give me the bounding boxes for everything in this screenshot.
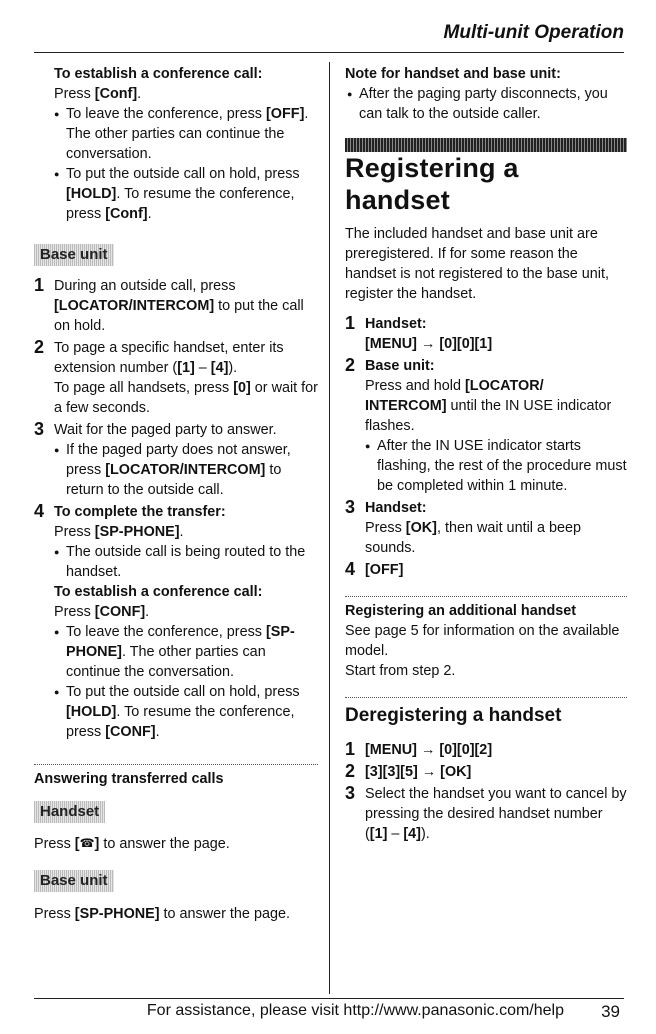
base-unit-tag: Base unit <box>34 870 114 892</box>
text: To put the outside call on hold, press <box>66 166 300 182</box>
key-label: [SP-PHONE] <box>74 906 160 922</box>
text: The outside call is being routed to the handset. <box>66 544 306 580</box>
key-label: [ <box>74 836 80 852</box>
text: . To resume the conference, press <box>66 186 295 222</box>
step-number: 3 <box>345 783 356 803</box>
reg-step-3 <box>345 498 627 558</box>
key-label: [OK] <box>405 520 437 536</box>
key-label: [LOCATOR/ INTERCOM] <box>365 378 544 414</box>
key-label: [1] <box>369 826 388 842</box>
text: Press <box>34 836 71 852</box>
step-number: 4 <box>34 501 45 521</box>
text: ). <box>420 826 430 842</box>
step-title: To complete the transfer: <box>54 504 226 520</box>
answer-handset-text <box>34 833 318 854</box>
bullet-item <box>34 104 318 164</box>
key-label: ] <box>94 836 100 852</box>
step-number: 3 <box>34 419 45 439</box>
key-label: [3][3][5] → [OK] <box>365 764 472 780</box>
step-4: 4 To complete the transfer: Press [SP-PHONE]. ● The outside call is being routed to the handset. To establish a conference call: Press [CONF]. ● To leave the conference, press [SP-PHONE]. The other parties can continue the conversation. ● To put the outside call on hold, press [HOLD]. To resume the conference, press [CONF]. <box>34 502 318 742</box>
text: Press <box>54 604 91 620</box>
step-title: Handset: <box>365 500 427 516</box>
text: or wait for a few seconds. <box>54 380 318 416</box>
footer-text: For assistance, please visit http://www.panasonic.com/help <box>146 1002 564 1019</box>
text: Wait for the paged party to answer. <box>54 422 277 438</box>
step-2 <box>34 338 318 418</box>
footer-rule <box>34 998 624 999</box>
conference-title: To establish a conference call: <box>54 66 263 82</box>
reg-step-2 <box>345 356 627 496</box>
step-title: Handset: <box>365 316 427 332</box>
text: until the IN USE indicator flashes. <box>365 398 612 434</box>
key-label: [4] <box>403 826 421 842</box>
additional-start: Start from step 2. <box>345 663 456 679</box>
step-number: 4 <box>345 559 356 579</box>
text: Press and hold <box>365 378 461 394</box>
answer-base-text <box>34 904 318 924</box>
subsection-title: Deregistering a handset <box>345 705 562 726</box>
text: To page all handsets, press <box>54 380 230 396</box>
text: Select the handset you want to cancel by pressing the desired handset number ( <box>365 786 627 842</box>
handset-tag: Handset <box>34 801 105 823</box>
bullet-item <box>54 622 318 682</box>
step-number: 2 <box>34 337 45 357</box>
text: . The other parties can continue the conversation. <box>66 644 266 680</box>
key-label: [0] <box>233 380 251 396</box>
key-label: [4] <box>210 360 229 376</box>
bullet-item: ● To put the outside call on hold, press [HOLD]. To resume the conference, press [Conf]. <box>34 164 318 224</box>
step-number: 1 <box>345 739 356 759</box>
key-label: [LOCATOR/INTERCOM] <box>54 298 215 314</box>
step-number: 2 <box>345 761 356 781</box>
dereg-step-2 <box>345 762 627 782</box>
text: to return to the outside call. <box>66 462 282 498</box>
text: To leave the conference, press <box>66 624 262 640</box>
step-number: 2 <box>345 355 356 375</box>
text: To put the outside call on hold, press <box>66 684 300 700</box>
bullet-item: ● To put the outside call on hold, press [HOLD]. To resume the conference, press [CONF]. <box>54 682 318 742</box>
text: . To resume the conference, press <box>66 704 295 740</box>
step-title: To establish a conference call: <box>54 584 263 600</box>
step-title: Base unit: <box>365 358 435 374</box>
conference-section: To establish a conference call: Press [Conf]. <box>54 66 263 102</box>
text: During an outside call, press <box>54 278 236 294</box>
header-rule <box>34 52 624 53</box>
key-label: [MENU] → [0][0][2] <box>365 742 493 758</box>
reg-step-4 <box>345 560 627 580</box>
text: , then wait until a beep sounds. <box>365 520 581 556</box>
step-3 <box>34 420 318 500</box>
bullet-item <box>54 542 318 582</box>
base-unit-tag: Base unit <box>34 244 114 266</box>
text: to answer the page. <box>103 836 230 852</box>
section-bar <box>345 138 627 152</box>
key-label: [OFF] <box>266 106 305 122</box>
answering-title: Answering transferred calls <box>34 771 224 787</box>
intro-text: The included handset and base unit are preregistered. If for some reason the handset is not registered to the base unit, register the handset. <box>345 226 609 302</box>
note-title: Note for handset and base unit: <box>345 66 561 82</box>
page-header-title: Multi-unit Operation <box>443 22 624 43</box>
step-number: 1 <box>345 313 356 333</box>
text: – <box>387 826 404 842</box>
step-number: 1 <box>34 275 45 295</box>
text: After the IN USE indicator starts flashing, the rest of the procedure must be completed within 1 minute. <box>377 438 627 494</box>
reg-step-1 <box>345 314 627 354</box>
text: Press <box>34 906 71 922</box>
dereg-step-1 <box>345 740 627 760</box>
text: If the paged party does not answer, press <box>66 442 291 478</box>
key-label: [1] <box>177 360 195 376</box>
text: to answer the page. <box>163 906 290 922</box>
text: Press <box>54 524 91 540</box>
text: – <box>194 360 211 376</box>
step-1 <box>34 276 318 336</box>
step-number: 3 <box>345 497 356 517</box>
column-divider <box>329 62 330 994</box>
key-label: [HOLD] <box>66 186 117 202</box>
key-label: [SP-PHONE] <box>66 624 295 660</box>
bullet-item <box>365 436 627 496</box>
text: ). <box>228 360 238 376</box>
text: To leave the conference, press <box>66 106 262 122</box>
key-label: [CONF] <box>105 724 156 740</box>
key-label: [CONF] <box>94 604 146 620</box>
page-number: 39 <box>601 1002 620 1021</box>
key-label: [HOLD] <box>66 704 117 720</box>
left-column <box>34 64 318 924</box>
additional-title: Registering an additional handset <box>345 603 577 619</box>
key-label: [OFF] <box>365 562 404 578</box>
text: to put the call on hold. <box>54 298 304 334</box>
additional-text: See page 5 for information on the available model. <box>345 623 620 659</box>
text: . The other parties can continue the conversation. <box>66 106 309 162</box>
key-label: [SP-PHONE] <box>94 524 180 540</box>
section-title: Registering a handset <box>345 153 519 215</box>
key-label: [LOCATOR/INTERCOM] <box>105 462 266 478</box>
dereg-step-3 <box>345 784 627 844</box>
bullet-item <box>345 84 627 124</box>
talk-handset-icon: ☎ <box>79 836 95 850</box>
text: Press <box>365 520 402 536</box>
key-label: [Conf] <box>94 86 138 102</box>
key-label: [MENU] → [0][0][1] <box>365 336 493 352</box>
bullet-item <box>54 440 318 500</box>
key-label: [Conf] <box>105 206 148 222</box>
text: Press <box>54 86 91 102</box>
text: To page a specific handset, enter its extension number ( <box>54 340 284 376</box>
text: After the paging party disconnects, you can talk to the outside caller. <box>359 86 608 122</box>
right-column <box>345 64 627 844</box>
